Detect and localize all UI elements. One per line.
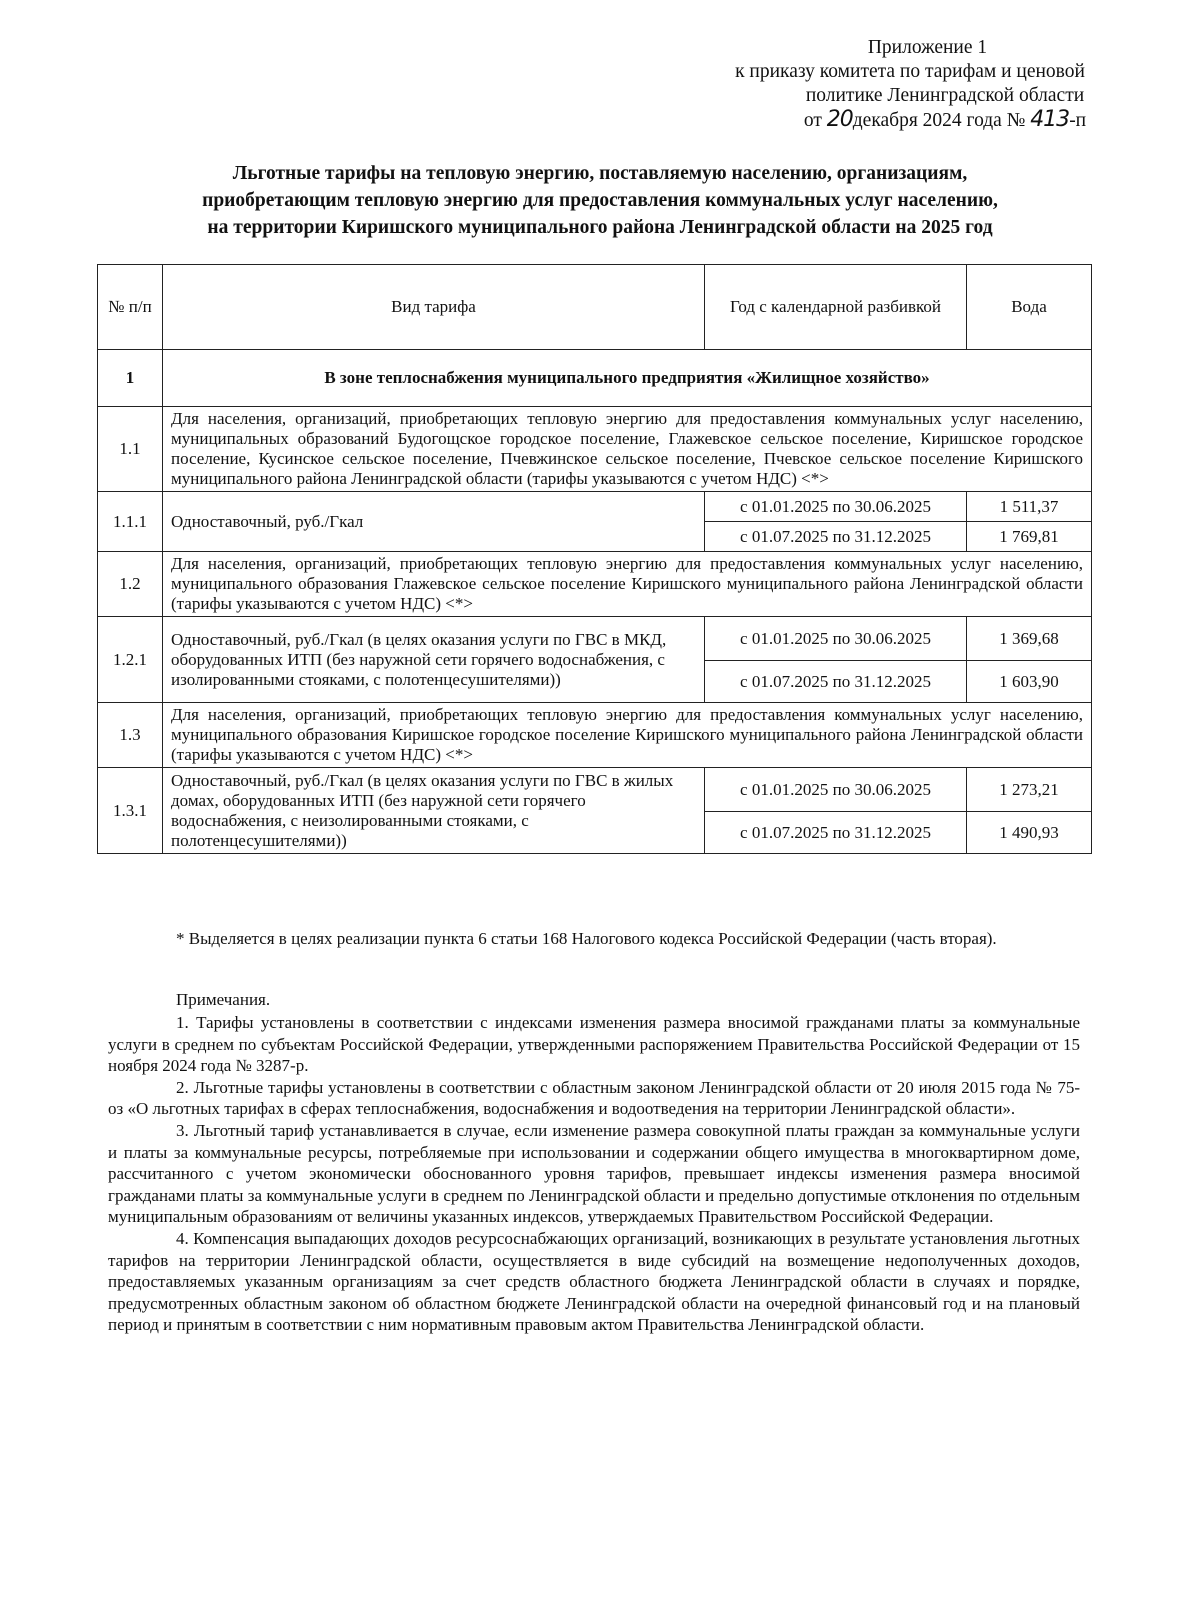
header-value: Вода	[967, 265, 1092, 350]
committee-name: политике Ленинградской области	[805, 85, 1085, 106]
note-item: 1. Тарифы установлены в соответствии с индексами изменения размера вносимой гражданами платы за коммунальные услуги в среднем по субъектам Российской Федерации, утвержденными распоряжением Правительства Российской Федерации от 15 ноября 2024 года № 3287-р.	[108, 1013, 1080, 1076]
section-text: Для населения, организаций, приобретающих тепловую энергию для предоставления коммунальных услуг населению, муниципальных образований Будогощское городское поселение, Глажевское сельское поселение, Киришское городское поселение, Кусинское сельское поселение, Пчевжинское сельское поселение, Пчевское сельское поселение Киришского муниципального района Ленинградской области (тарифы указываются с учетом НДС) <*>	[163, 407, 1092, 492]
order-reference: к приказу комитета по тарифам и ценовой	[735, 61, 1085, 82]
note-item: 2. Льготные тарифы установлены в соответствии с областным законом Ленинградской области от 20 июля 2015 года № 75-оз «О льготных тарифах в сферах теплоснабжения, водоснабжения и водоотведения на территории Ленинградской области».	[108, 1077, 1080, 1119]
handwritten-number: 413	[1030, 107, 1070, 132]
date-middle: декабря 2024 года №	[852, 110, 1026, 131]
section-row	[98, 552, 1092, 617]
period-cell: с 01.01.2025 по 30.06.2025	[705, 617, 967, 661]
appendix-label: Приложение 1	[867, 37, 988, 58]
section-text: Для населения, организаций, приобретающих тепловую энергию для предоставления коммунальных услуг населению, муниципального образования Глажевское сельское поселение Киришского муниципального района Ленинградской области (тарифы указываются с учетом НДС) <*>	[163, 552, 1092, 617]
tariff-row	[98, 492, 1092, 522]
vat-footnote: * Выделяется в целях реализации пункта 6 статьи 168 Налогового кодекса Российской Федерации (часть вторая).	[176, 929, 997, 948]
note-item: 3. Льготный тариф устанавливается в случае, если изменение размера совокупной платы граждан за коммунальные услуги и платы за коммунальные ресурсы, потребляемые при использовании и содержании общего имущества в многоквартирном доме, рассчитанного с учетом экономически обоснованного уровня тарифов, превышает индексы изменения размера вносимой гражданами платы за коммунальные услуги в среднем по Ленинградской области и предельно допустимые отклонения по отдельным муниципальным образованиям от величины указанных индексов, утверждаемых Правительством Российской Федерации.	[108, 1120, 1080, 1227]
item-label: Одноставочный, руб./Гкал (в целях оказания услуги по ГВС в МКД, оборудованных ИТП (без наружной сети горячего водоснабжения, с изолированными стояками, с полотенцесушителями))	[163, 617, 705, 703]
header-type: Вид тарифа	[163, 265, 705, 350]
section-num: 1.1	[98, 407, 163, 492]
item-label: Одноставочный, руб./Гкал (в целях оказания услуги по ГВС в жилых домах, оборудованных ИТП (без наружной сети горячего водоснабжения, с неизолированными стояками, с полотенцесушителями))	[163, 768, 705, 854]
header-year: Год с календарной разбивкой	[705, 265, 967, 350]
period-cell: с 01.07.2025 по 31.12.2025	[705, 812, 967, 854]
table-header-row	[98, 265, 1092, 350]
document-title	[60, 160, 1140, 241]
value-cell: 1 490,93	[967, 812, 1092, 854]
value-cell: 1 273,21	[967, 768, 1092, 812]
section-row	[98, 703, 1092, 768]
section-row	[98, 407, 1092, 492]
notes-title: Примечания.	[176, 990, 271, 1009]
period-cell: с 01.07.2025 по 31.12.2025	[705, 522, 967, 552]
item-num: 1.3.1	[98, 768, 163, 854]
section-text: Для населения, организаций, приобретающих тепловую энергию для предоставления коммунальных услуг населению, муниципального образования Киришское городское поселение Киришского муниципального района Ленинградской области (тарифы указываются с учетом НДС) <*>	[163, 703, 1092, 768]
note-item: 4. Компенсация выпадающих доходов ресурсоснабжающих организаций, возникающих в результате установления льготных тарифов на территории Ленинградской области, осуществляется в виде субсидий на возмещение недополученных доходов, предоставляемых указанным организациям за счет средств областного бюджета Ленинградской области в случаях и порядке, предусмотренных областным законом об областном бюджете Ленинградской области на очередной финансовый год и на плановый период и принятым в соответствии с ним нормативным правовым актом Правительства Ленинградской области.	[108, 1228, 1080, 1335]
value-cell: 1 603,90	[967, 661, 1092, 703]
item-num: 1.1.1	[98, 492, 163, 552]
title-line-1: Льготные тарифы на тепловую энергию, поставляемую населению, организациям,	[232, 163, 968, 184]
value-cell: 1 511,37	[967, 492, 1092, 522]
section-num: 1.3	[98, 703, 163, 768]
tariff-row	[98, 617, 1092, 661]
zone-num: 1	[98, 350, 163, 407]
section-num: 1.2	[98, 552, 163, 617]
title-line-2: приобретающим тепловую энергию для предоставления коммунальных услуг населению,	[202, 190, 998, 211]
period-cell: с 01.01.2025 по 30.06.2025	[705, 768, 967, 812]
zone-row	[98, 350, 1092, 407]
item-label: Одноставочный, руб./Гкал	[163, 492, 705, 552]
value-cell: 1 769,81	[967, 522, 1092, 552]
value-cell: 1 369,68	[967, 617, 1092, 661]
handwritten-day: 20	[826, 107, 853, 132]
tariff-row	[98, 768, 1092, 812]
order-date-line	[0, 108, 1200, 133]
header-num: № п/п	[98, 265, 163, 350]
notes-list	[108, 1012, 1080, 1336]
zone-text: В зоне теплоснабжения муниципального предприятия «Жилищное хозяйство»	[163, 350, 1092, 407]
appendix-header	[0, 36, 1200, 133]
item-num: 1.2.1	[98, 617, 163, 703]
title-line-3: на территории Киришского муниципального района Ленинградской области на 2025 год	[207, 217, 993, 238]
period-cell: с 01.07.2025 по 31.12.2025	[705, 661, 967, 703]
number-suffix: -п	[1069, 110, 1087, 131]
period-cell: с 01.01.2025 по 30.06.2025	[705, 492, 967, 522]
date-prefix: от	[803, 110, 822, 131]
tariffs-table	[97, 264, 1092, 854]
